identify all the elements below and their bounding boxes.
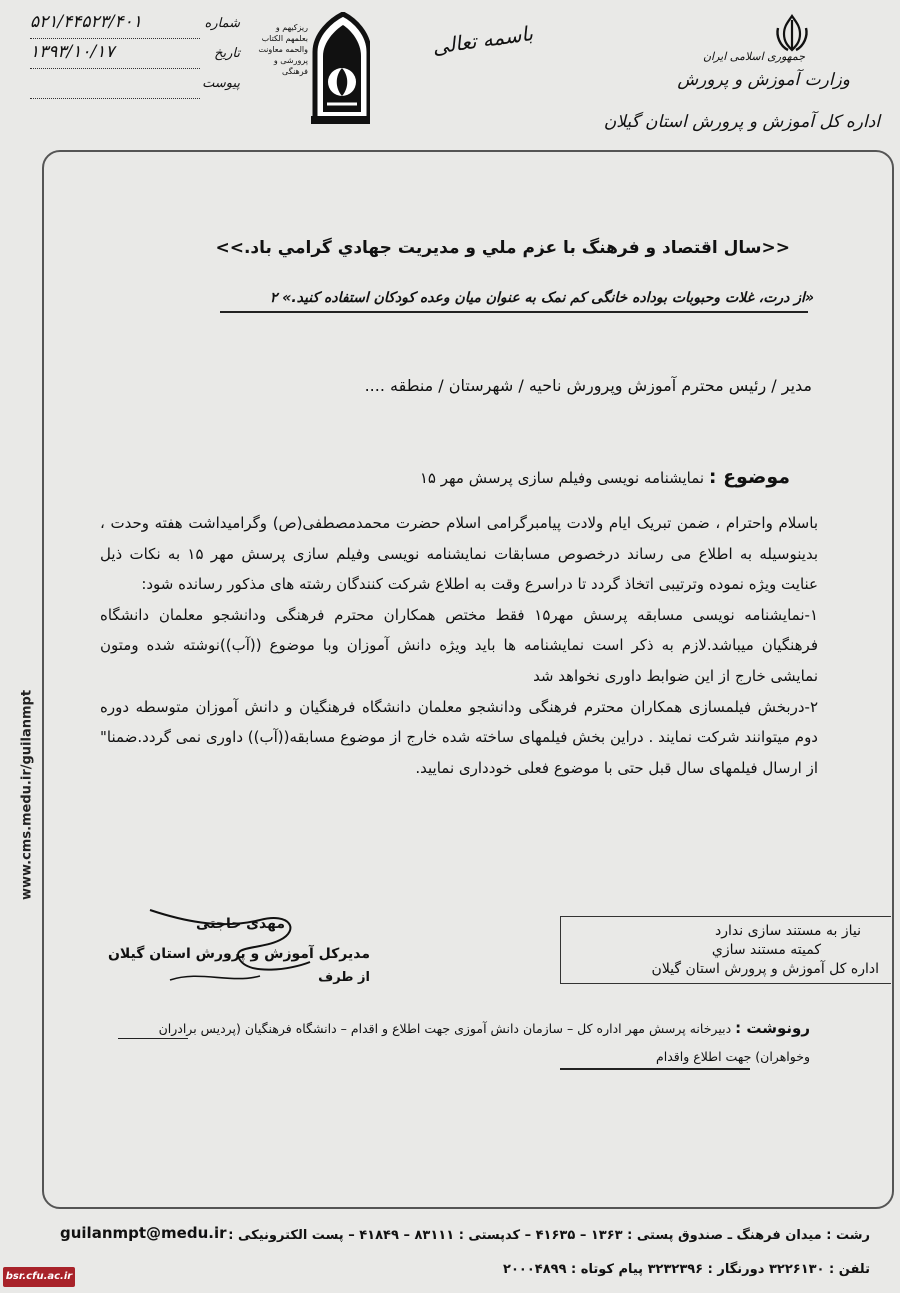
handwritten-note-underline (220, 311, 808, 313)
stamp-line-3: اداره کل آموزش و پرورش استان گیلان (651, 961, 879, 977)
seal-text: ریزکیهم و بعلمهم الکتاب والحمه معاونت پرورشی و فرهنگی (258, 23, 308, 76)
footer-address: رشت : میدان فرهنگ ـ صندوق پستی : ۱۳۶۳ – ۴۱۶۳۵ – کدپستی : ۸۳۱۱۱ – ۴۱۸۴۹ – پست الکترونیکی : (228, 1228, 870, 1243)
source-badge: bsr.cfu.ac.ir (3, 1267, 75, 1287)
ref-number-row (30, 12, 240, 44)
province-office-name: اداره کل آموزش و پرورش استان گیلان (603, 112, 880, 132)
ref-number-value: ۵۲۱/۴۴۵۲۳/۴۰۱ (30, 12, 142, 32)
ministry-name: وزارت آموزش و پرورش (677, 70, 850, 90)
attachment-line (30, 98, 200, 99)
side-url-text: www.cms.medu.ir/guilanmpt (19, 689, 35, 901)
documentation-stamp (560, 916, 891, 984)
signer-name: مهدی حاجتی (195, 916, 285, 932)
date-label: تاریخ (214, 46, 240, 61)
cc-text: دبیرخانه پرسش مهر اداره کل – سازمان دانش آموزی جهت اطلاع و اقدام – دانشگاه فرهنگیان (پردیس برادران وخواهران) جهت اطلاع واقدام (158, 1021, 810, 1064)
letter-body (100, 508, 818, 783)
subject-line (420, 466, 790, 488)
date-row (30, 42, 240, 74)
stamp-line-2: کمیته مستند سازي (711, 942, 821, 958)
subject-text: نمایشنامه نویسی وفیلم سازی پرسش مهر ۱۵ (419, 469, 705, 487)
subject-label: موضوع : (708, 466, 790, 488)
body-paragraph-2: ۲-دربخش فیلمسازی همکاران محترم فرهنگی ودانشجو معلمان دانشگاه فرهنگیان و دانش آموزان متوسطه دوره دوم میتوانند شرکت نمایند . دراین بخش فیلمهای ساخته شده خارج از موضوع مسابقه((آب)) داوری نمی گردد.ضمنا" از ارسال فیلمهای سال قبل حتی با موضوع فعلی خودداری نمایید. (100, 697, 818, 777)
year-slogan: <<سال اقتصاد و فرهنگ با عزم ملي و مديريت جهادي گرامي باد.>> (215, 238, 790, 258)
cc-block (120, 1014, 810, 1071)
basmala: باسمه تعالی (430, 21, 535, 59)
addressee: مدیر / رئیس محترم آموزش وپرورش ناحیه / شهرستان / منطقه .... (364, 376, 812, 395)
cc-label: رونوشت : (735, 1019, 810, 1037)
handwritten-note: «از درت، غلات وحبوبات بوداده خانگی کم نمک به عنوان میان وعده کودکان استفاده کنید.» ۲ (269, 290, 814, 306)
ministry-small-label: جمهوری اسلامی ایران (702, 50, 805, 63)
stamp-line-1: نیاز به مستند سازی ندارد (715, 923, 861, 939)
cc-underline-secondary (560, 1068, 750, 1070)
cc-underline (118, 1038, 188, 1039)
attachment-label: پیوست (202, 76, 240, 91)
side-url-vertical (16, 620, 38, 970)
ref-number-line (30, 38, 200, 39)
date-line (30, 68, 200, 69)
attachment-row (30, 76, 240, 104)
footer-email: guilanmpt@medu.ir (60, 1224, 227, 1242)
date-value: ۱۳۹۳/۱۰/۱۷ (30, 42, 115, 62)
footer-phones: تلفن : ۳۲۲۶۱۳۰ دورنگار : ۳۲۳۲۳۹۶ پیام کوتاه : ۲۰۰۰۴۸۹۹ (503, 1262, 870, 1277)
ref-number-label: شماره (204, 16, 240, 31)
signature-scribble-icon (140, 900, 320, 990)
body-paragraph-intro: باسلام واحترام ، ضمن تبریک ایام ولادت پیامبرگرامی اسلام حضرت محمدمصطفی(ص) وگرامیداشت هفته وحدت ، بدینوسیله به اطلاع می رساند درخصوص مسابقات نمایشنامه نویسی وفیلم سازی پرسش مهر ۱۵ به نکات ذیل عنایت ویژه نموده وترتیبی اتخاذ گردد تا دراسرع وقت به اطلاع شرکت کنندگان رشته های مذکور رسانده شود: (100, 514, 818, 594)
signer-title: مدیرکل آموزش و پرورش استان گیلان (107, 946, 370, 962)
signer-on-behalf: از طرف (318, 970, 370, 985)
body-paragraph-1: ۱-نمایشنامه نویسی مسابقه پرسش مهر۱۵ فقط مختص همکاران محترم فرهنگی ودانشجو معلمان دانشگاه فرهنگیان میباشد.لازم به ذکر است نمایشنامه ها باید ویژه دانش آموزان وبا موضوع ((آب))نوشته شده ومتون نمایشی خارج از این ضوابط داوری نخواهد شد (100, 605, 818, 685)
